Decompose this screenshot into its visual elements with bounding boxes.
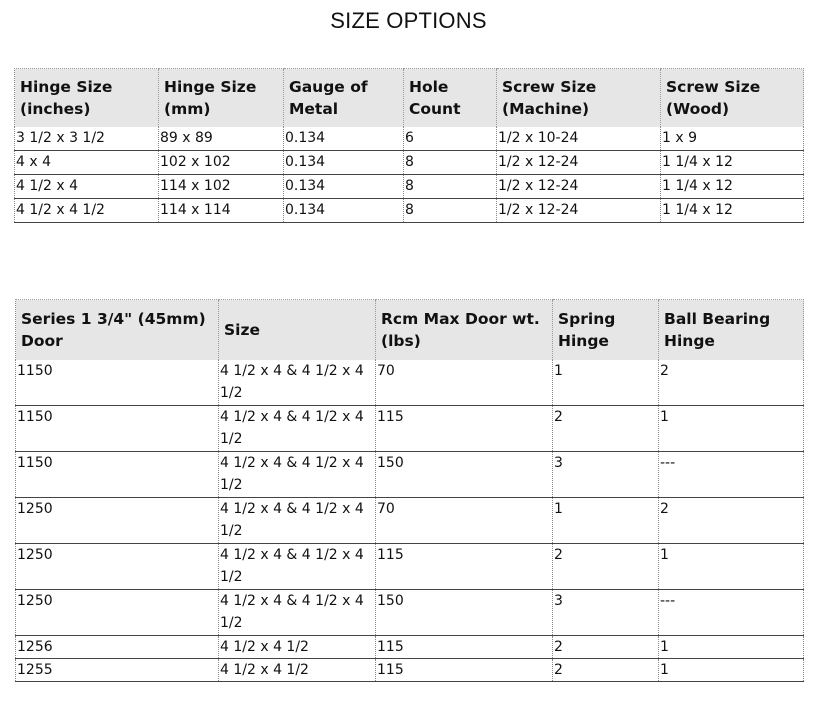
column-header: Hinge Size (mm) — [159, 69, 284, 127]
table-row — [16, 406, 804, 452]
column-header: Gauge of Metal — [284, 69, 404, 127]
table-cell: 70 — [376, 498, 553, 544]
table-cell: 1150 — [16, 360, 219, 406]
table-cell: 2 — [553, 544, 659, 590]
table-cell: 1 — [553, 498, 659, 544]
table-row — [16, 360, 804, 406]
table-cell: 4 1/2 x 4 1/2 — [219, 636, 376, 659]
table-cell: 115 — [376, 659, 553, 682]
table-cell: 2 — [553, 659, 659, 682]
table-row — [15, 151, 804, 175]
table-cell: 1 1/4 x 12 — [661, 175, 804, 199]
table-cell: 1250 — [16, 544, 219, 590]
table-cell: 4 x 4 — [15, 151, 159, 175]
column-header: Rcm Max Door wt. (lbs) — [376, 300, 553, 360]
table-cell: 4 1/2 x 4 1/2 — [219, 659, 376, 682]
table-row — [16, 498, 804, 544]
table-cell: 1/2 x 12-24 — [497, 175, 661, 199]
hinge-size-table — [14, 68, 804, 223]
column-header: Hinge Size (inches) — [15, 69, 159, 127]
table-cell: 2 — [553, 406, 659, 452]
table-cell: 150 — [376, 590, 553, 636]
table-header-row — [15, 69, 804, 127]
table-cell: 2 — [659, 360, 804, 406]
table-cell: 1250 — [16, 590, 219, 636]
table-cell: 150 — [376, 452, 553, 498]
table-cell: 6 — [404, 127, 497, 151]
table-cell: 1/2 x 12-24 — [497, 199, 661, 223]
table-cell: 1 — [553, 360, 659, 406]
series-door-table — [15, 299, 804, 682]
table-cell: 1/2 x 10-24 — [497, 127, 661, 151]
table-cell: 2 — [553, 636, 659, 659]
table-cell: 1 1/4 x 12 — [661, 199, 804, 223]
table-cell: 0.134 — [284, 127, 404, 151]
table-cell: 1250 — [16, 498, 219, 544]
table-cell: 0.134 — [284, 175, 404, 199]
table-cell: 89 x 89 — [159, 127, 284, 151]
table-cell: 8 — [404, 175, 497, 199]
table-cell: 1 — [659, 406, 804, 452]
table-cell: 1 — [659, 636, 804, 659]
column-header: Spring Hinge — [553, 300, 659, 360]
table-cell: 0.134 — [284, 199, 404, 223]
column-header: Screw Size (Machine) — [497, 69, 661, 127]
table-cell: 3 1/2 x 3 1/2 — [15, 127, 159, 151]
table-cell: 4 1/2 x 4 & 4 1/2 x 4 1/2 — [219, 360, 376, 406]
table-cell: 115 — [376, 636, 553, 659]
table-cell: 2 — [659, 498, 804, 544]
table-row — [16, 636, 804, 659]
table-cell: 1150 — [16, 452, 219, 498]
table-cell: 1255 — [16, 659, 219, 682]
table-row — [15, 127, 804, 151]
table-cell: 3 — [553, 590, 659, 636]
table-cell: 1 x 9 — [661, 127, 804, 151]
table-cell: 4 1/2 x 4 — [15, 175, 159, 199]
table-cell: 1/2 x 12-24 — [497, 151, 661, 175]
table-header-row — [16, 300, 804, 360]
table-cell: 70 — [376, 360, 553, 406]
table-row — [15, 175, 804, 199]
table-cell: 115 — [376, 544, 553, 590]
table-cell: --- — [659, 452, 804, 498]
table-cell: 8 — [404, 151, 497, 175]
column-header: Size — [219, 300, 376, 360]
column-header: Hole Count — [404, 69, 497, 127]
table-cell: 115 — [376, 406, 553, 452]
table-row — [15, 199, 804, 223]
table-row — [16, 659, 804, 682]
column-header: Screw Size (Wood) — [661, 69, 804, 127]
table-cell: 4 1/2 x 4 & 4 1/2 x 4 1/2 — [219, 544, 376, 590]
page-title: SIZE OPTIONS — [330, 8, 487, 33]
table-cell: 1 — [659, 659, 804, 682]
table-cell: 1 — [659, 544, 804, 590]
table-cell: 0.134 — [284, 151, 404, 175]
table-cell: 102 x 102 — [159, 151, 284, 175]
table-cell: 4 1/2 x 4 & 4 1/2 x 4 1/2 — [219, 498, 376, 544]
table-cell: 4 1/2 x 4 & 4 1/2 x 4 1/2 — [219, 590, 376, 636]
table-row — [16, 452, 804, 498]
table-cell: 4 1/2 x 4 & 4 1/2 x 4 1/2 — [219, 406, 376, 452]
table-row — [16, 544, 804, 590]
table-cell: 114 x 114 — [159, 199, 284, 223]
table-cell: 1256 — [16, 636, 219, 659]
table-cell: 3 — [553, 452, 659, 498]
table-cell: 1150 — [16, 406, 219, 452]
table-cell: --- — [659, 590, 804, 636]
column-header: Ball Bearing Hinge — [659, 300, 804, 360]
table-row — [16, 590, 804, 636]
table-cell: 4 1/2 x 4 1/2 — [15, 199, 159, 223]
column-header: Series 1 3/4" (45mm) Door — [16, 300, 219, 360]
table-cell: 114 x 102 — [159, 175, 284, 199]
table-cell: 1 1/4 x 12 — [661, 151, 804, 175]
table-cell: 4 1/2 x 4 & 4 1/2 x 4 1/2 — [219, 452, 376, 498]
table-cell: 8 — [404, 199, 497, 223]
